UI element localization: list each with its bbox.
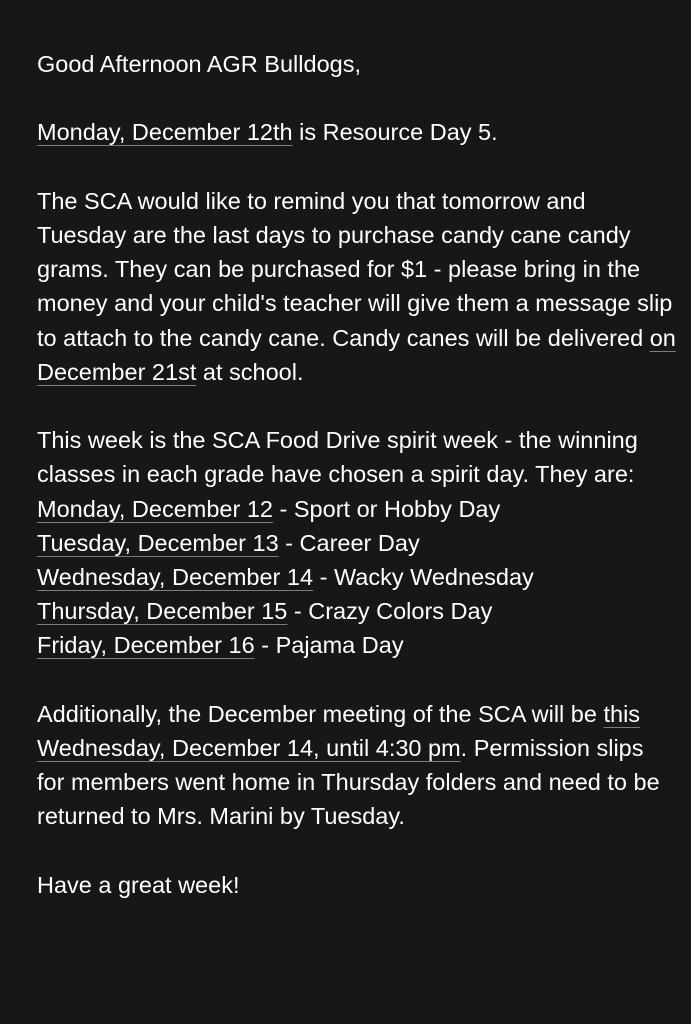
spirit-day-date-link[interactable]: Thursday, December 15 [37, 598, 288, 625]
meeting-date-link[interactable]: this Wednesday, December 14, until 4:30 pm [37, 700, 641, 761]
greeting-text: Good Afternoon AGR Bulldogs, [37, 51, 361, 77]
paragraph-gap [37, 663, 677, 697]
spirit-day-date-link[interactable]: Friday, December 16 [37, 632, 255, 659]
spirit-day-date-link[interactable]: Monday, December 12 [37, 495, 273, 522]
spirit-day-activity: - Career Day [278, 529, 420, 556]
paragraph-gap [37, 389, 677, 423]
resource-day-text: is Resource Day 5. [292, 119, 498, 146]
spirit-week-intro: This week is the SCA Food Drive spirit week - the winning classes in each grade have chosen a spirit day. They are: [37, 427, 638, 488]
meeting-text: Additionally, the December meeting of the SCA will be [37, 700, 604, 727]
spirit-day-date-link[interactable]: Tuesday, December 13 [37, 529, 279, 556]
message-body [37, 47, 677, 902]
spirit-day-activity: - Wacky Wednesday [313, 564, 534, 590]
spirit-day-item [37, 628, 677, 662]
spirit-day-item [37, 526, 677, 560]
spirit-day-item [37, 560, 677, 594]
spirit-day-list [37, 492, 677, 663]
resource-day-paragraph [37, 115, 677, 149]
paragraph-gap [37, 81, 677, 115]
paragraph-gap [37, 834, 677, 868]
paragraph-gap [37, 150, 677, 184]
spirit-day-activity: - Crazy Colors Day [287, 598, 493, 625]
spirit-day-item [37, 492, 677, 526]
spirit-day-item [37, 594, 677, 628]
candy-gram-text-end: at school. [196, 358, 304, 385]
candy-gram-text: The SCA would like to remind you that tomorrow and Tuesday are the last days to purchase candy cane candy grams. They can be purchased for $1 - please bring in the money and your child's teacher will give them a message slip to attach to the candy cane. Candy canes will be delivered [37, 187, 673, 351]
closing-text: Have a great week! [37, 871, 240, 898]
spirit-day-date-link[interactable]: Wednesday, December 14 [37, 564, 314, 590]
meeting-paragraph [37, 697, 677, 834]
candy-gram-paragraph [37, 184, 677, 389]
spirit-day-activity: - Sport or Hobby Day [273, 495, 501, 522]
meeting-text-end: . Permission slips for members went home in Thursday folders and need to be returned to Mrs. Marini by Tuesday. [37, 735, 660, 830]
resource-day-date-link[interactable]: Monday, December 12th [37, 119, 293, 146]
candy-delivery-date-link[interactable]: on December 21st [37, 324, 676, 385]
spirit-day-activity: - Pajama Day [254, 632, 404, 659]
